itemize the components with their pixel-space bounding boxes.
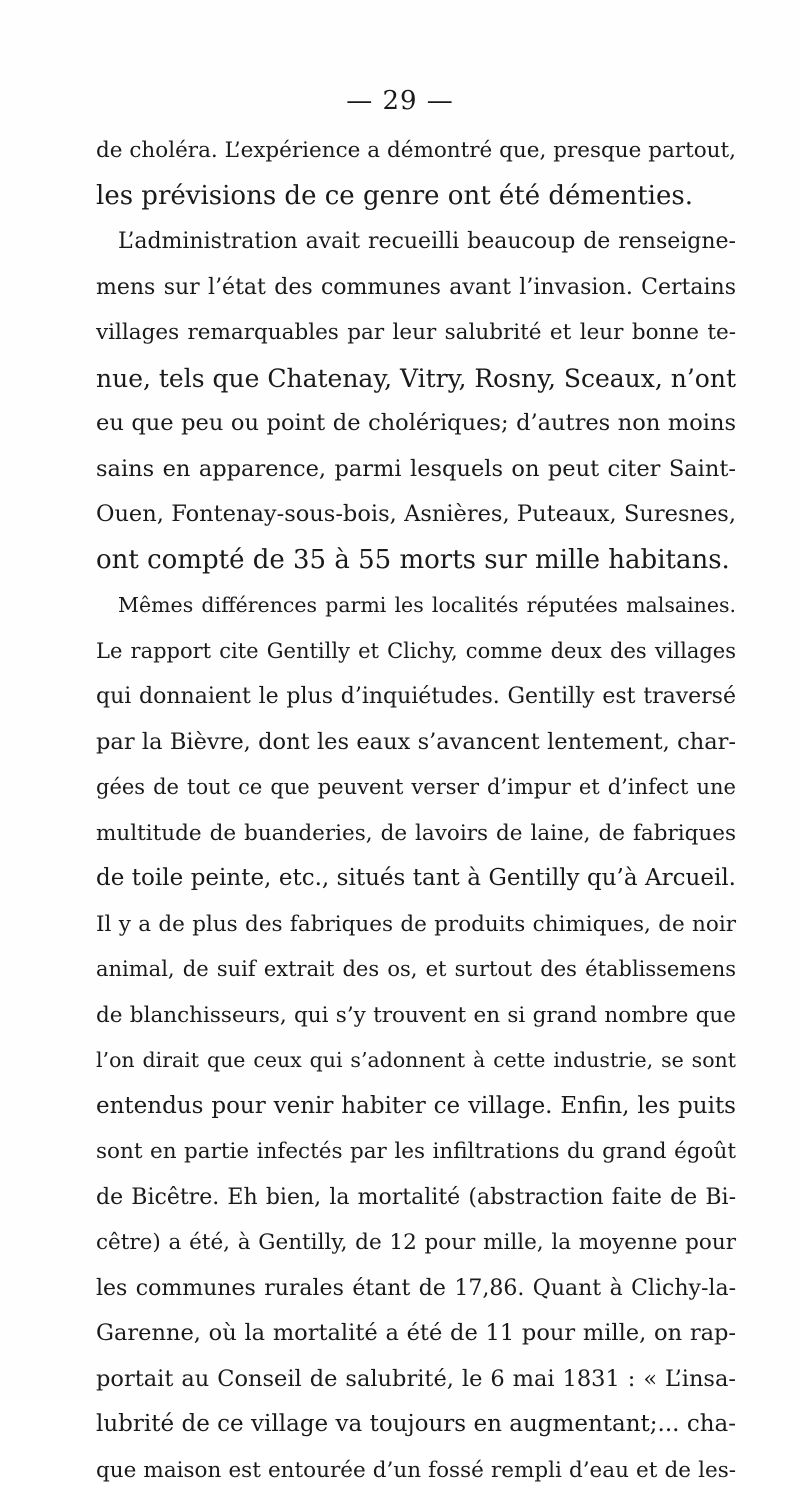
text-line: Le rapport cite Gentilly et Clichy, comme deux des villages [96, 629, 736, 675]
text-line: de choléra. L’expérience a démontré que, presque partout, [96, 128, 736, 174]
text-line: nue, tels que Chatenay, Vitry, Rosny, Sceaux, n’ont [96, 356, 736, 402]
text-line: portait au Conseil de salubrité, le 6 mai 1831 : « L’insa- [96, 1357, 736, 1403]
body-text [96, 128, 736, 1493]
text-line: de Bicêtre. Eh bien, la mortalité (abstraction faite de Bi- [96, 1175, 736, 1221]
text-line: Il y a de plus des fabriques de produits chimiques, de noir [96, 902, 736, 948]
text-line: Mêmes différences parmi les localités réputées malsaines. [96, 583, 736, 629]
text-line: Garenne, où la mortalité a été de 11 pour mille, on rap- [96, 1311, 736, 1357]
text-line: les prévisions de ce genre ont été démenties. [96, 174, 736, 220]
text-line: villages remarquables par leur salubrité et leur bonne te- [96, 310, 736, 356]
text-line: par la Bièvre, dont les eaux s’avancent lentement, char- [96, 720, 736, 766]
text-line: gées de tout ce que peuvent verser d’impur et d’infect une [96, 765, 736, 811]
text-line: mens sur l’état des communes avant l’invasion. Certains [96, 265, 736, 311]
text-line: L’administration avait recueilli beaucoup de renseigne- [96, 219, 736, 265]
text-line: les communes rurales étant de 17,86. Quant à Clichy-la- [96, 1266, 736, 1312]
text-line: lubrité de ce village va toujours en augmentant;... cha- [96, 1402, 736, 1448]
text-line: de blanchisseurs, qui s’y trouvent en si grand nombre que [96, 993, 736, 1039]
text-line: que maison est entourée d’un fossé rempli d’eau et de les- [96, 1448, 736, 1493]
text-line: l’on dirait que ceux qui s’adonnent à cette industrie, se sont [96, 1038, 736, 1084]
text-line: eu que peu ou point de cholériques; d’autres non moins [96, 401, 736, 447]
text-line: animal, de suif extrait des os, et surtout des établissemens [96, 947, 736, 993]
text-line: entendus pour venir habiter ce village. Enfin, les puits [96, 1084, 736, 1130]
text-line: ont compté de 35 à 55 morts sur mille habitans. [96, 538, 736, 584]
text-line: qui donnaient le plus d’inquiétudes. Gentilly est traversé [96, 674, 736, 720]
text-line: cêtre) a été, à Gentilly, de 12 pour mille, la moyenne pour [96, 1220, 736, 1266]
text-line: multitude de buanderies, de lavoirs de laine, de fabriques [96, 811, 736, 857]
page-number: — 29 — [0, 86, 800, 116]
text-line: sains en apparence, parmi lesquels on peut citer Saint- [96, 447, 736, 493]
text-line: sont en partie infectés par les infiltrations du grand égoût [96, 1129, 736, 1175]
text-line: Ouen, Fontenay-sous-bois, Asnières, Puteaux, Suresnes, [96, 492, 736, 538]
text-line: de toile peinte, etc., situés tant à Gentilly qu’à Arcueil. [96, 856, 736, 902]
